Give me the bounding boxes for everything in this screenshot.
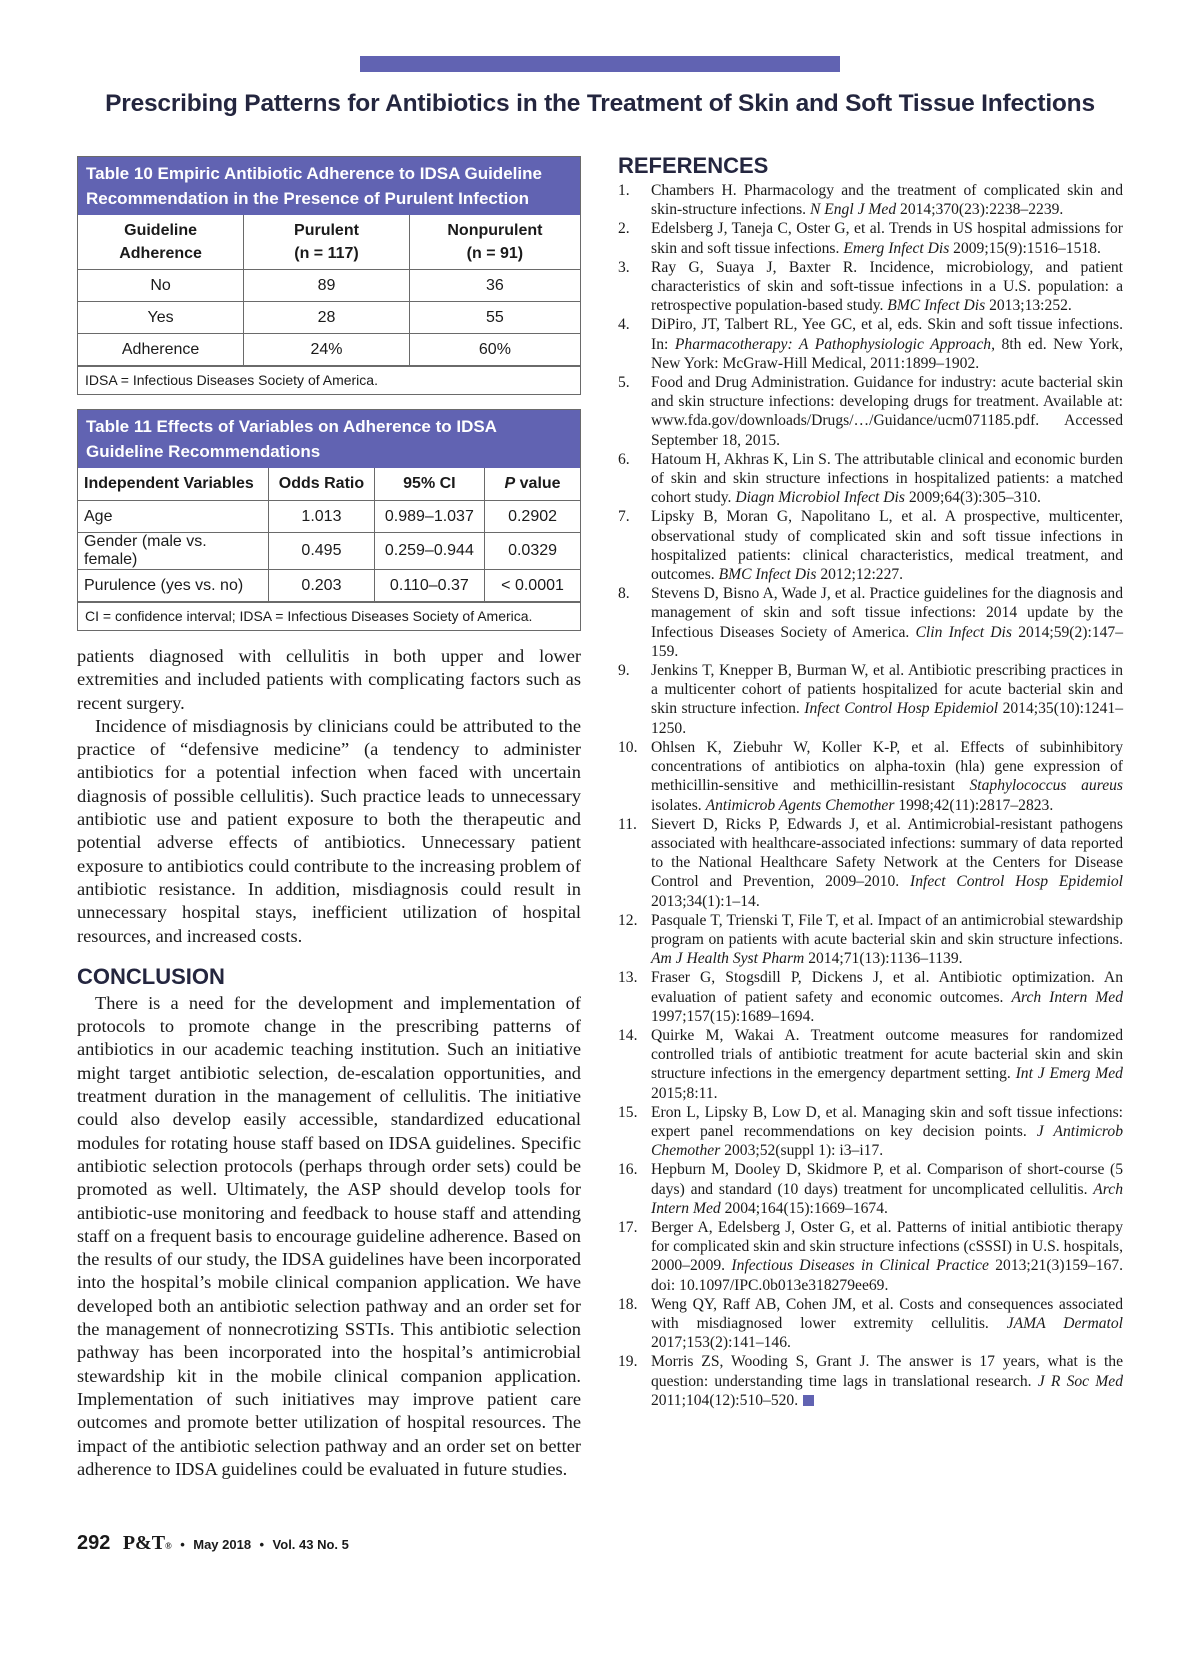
- reference-number: 5.: [618, 374, 630, 392]
- table-cell: 0.495: [269, 533, 374, 570]
- reference-text: Hatoum H, Akhras K, Lin S. The attributable clinical and economic burden of skin and skin structure infections in hospitalized patients: a matched cohort study. Diagn Microbiol Infect Dis 2009;64(3):305–310.: [651, 450, 1123, 507]
- reference-item: [618, 815, 1123, 911]
- table-cell: < 0.0001: [485, 570, 580, 602]
- reference-item: [618, 1103, 1123, 1161]
- reference-number: 18.: [618, 1295, 638, 1313]
- table-cell: 0.0329: [485, 533, 580, 570]
- table-cell: Age: [78, 501, 269, 533]
- reference-item: [618, 1160, 1123, 1218]
- table-cell: 55: [409, 302, 580, 334]
- reference-item: [618, 1026, 1123, 1103]
- end-of-article-square-icon: [803, 1395, 814, 1406]
- reference-item: [618, 584, 1123, 661]
- conclusion-paragraph: There is a need for the development and implementation of protocols to promote change in the prescribing patterns of antibiotics in our academic teaching institution. Such an initiative might target antibiotic selection, de-escalation opportunities, and treatment duration in the management of cellulitis. The initiative could also develop easily accessible, standardized educational modules for rotating house staff based on IDSA guidelines. Specific antibiotic selection protocols (perhaps through order sets) could be promoted as well. Ultimately, the ASP should develop tools for antibiotic-use monitoring and feedback to house staff and attending staff on a frequent basis to encourage guideline adherence. Based on the results of our study, the IDSA guidelines have been incorporated into the hospital’s mobile clinical companion application. We have developed both an antibiotic selection pathway and an order set for the management of nonnecrotizing SSTIs. This antibiotic selection pathway has been incorporated into the hospital’s antimicrobial stewardship kit in the mobile clinical companion application. Implementation of such initiatives may improve patient care outcomes and promote better utilization of hospital resources. The impact of the antibiotic selection pathway and an order set on better adherence to IDSA guidelines could be evaluated in future studies.: [77, 992, 581, 1479]
- table-row: [78, 270, 580, 302]
- reference-number: 10.: [618, 738, 638, 756]
- reference-number: 19.: [618, 1353, 638, 1371]
- reference-item: [618, 507, 1123, 584]
- reference-text: Ohlsen K, Ziebuhr W, Koller K-P, et al. Effects of subinhibitory concentrations of antibiotics on alpha-toxin (hla) gene expression of methicillin-sensitive and methicillin-resistant Staphylococcus aureus isolates. Antimicrob Agents Chemother 1998;42(11):2817–2823.: [651, 738, 1123, 814]
- table-11-header: [485, 468, 580, 501]
- table-11-header: Odds Ratio: [269, 468, 374, 501]
- reference-number: 2.: [618, 220, 630, 238]
- reference-number: 3.: [618, 258, 630, 276]
- reference-text: Hepburn M, Dooley D, Skidmore P, et al. Comparison of short-course (5 days) and standard (10 days) treatment for uncomplicated cellulitis. Arch Intern Med 2004;164(15):1669–1674.: [651, 1161, 1123, 1217]
- table-11-header: 95% CI: [374, 468, 484, 501]
- table-row: [78, 302, 580, 334]
- reference-text: Weng QY, Raff AB, Cohen JM, et al. Costs and consequences associated with misdiagnosed lower extremity cellulitis. JAMA Dermatol 2017;153(2):141–146.: [651, 1295, 1123, 1352]
- reference-number: 15.: [618, 1103, 638, 1121]
- table-cell: 0.989–1.037: [374, 501, 484, 533]
- table-cell: 36: [409, 270, 580, 302]
- table-11-grid: [78, 468, 580, 602]
- header-accent-bar: [360, 56, 840, 72]
- table-10-footnote: IDSA = Infectious Diseases Society of America.: [78, 366, 580, 394]
- table-cell: 24%: [244, 334, 410, 366]
- p-italic: P: [504, 475, 516, 492]
- reference-text: Quirke M, Wakai A. Treatment outcome measures for randomized controlled trials of antibiotic treatment for acute bacterial skin and skin structure infections in the emergency department setting. Int J Emerg Med 2015;8:11.: [651, 1026, 1123, 1102]
- reference-number: 8.: [618, 585, 630, 603]
- table-cell: No: [78, 270, 244, 302]
- reference-item: [618, 219, 1123, 257]
- table-cell: 60%: [409, 334, 580, 366]
- reference-item: [618, 450, 1123, 508]
- reference-number: 16.: [618, 1161, 638, 1179]
- reference-item: [618, 373, 1123, 450]
- reference-text: Chambers H. Pharmacology and the treatment of complicated skin and skin-structure infections. N Engl J Med 2014;370(23):2238–2239.: [651, 182, 1123, 219]
- reference-item: [618, 968, 1123, 1026]
- reference-number: 6.: [618, 450, 630, 468]
- table-10: [77, 156, 581, 395]
- table-cell: 89: [244, 270, 410, 302]
- reference-item: [618, 258, 1123, 316]
- reference-text: Morris ZS, Wooding S, Grant J. The answer is 17 years, what is the question: understanding time lags in translational research. J R Soc Med 2011;104(12):510–520.: [651, 1353, 1123, 1409]
- table-cell: Adherence: [78, 334, 244, 366]
- table-10-grid: [78, 215, 580, 366]
- table-cell: 28: [244, 302, 410, 334]
- table-cell: 0.203: [269, 570, 374, 602]
- reference-text: Sievert D, Ricks P, Edwards J, et al. Antimicrobial-resistant pathogens associated with healthcare-associated infections: summary of data reported to the National Healthcare Safety Network at the Centers for Disease Control and Prevention, 2009–2010. Infect Control Hosp Epidemiol 2013;34(1):1–14.: [651, 815, 1123, 910]
- table-cell: Purulence (yes vs. no): [78, 570, 269, 602]
- table-cell: 1.013: [269, 501, 374, 533]
- table-cell: Gender (male vs. female): [78, 533, 269, 570]
- reference-number: 4.: [618, 316, 630, 334]
- table-cell: 0.259–0.944: [374, 533, 484, 570]
- reference-item: [618, 661, 1123, 738]
- table-11-footnote: CI = confidence interval; IDSA = Infectious Diseases Society of America.: [78, 602, 580, 630]
- reference-text: Berger A, Edelsberg J, Oster G, et al. Patterns of initial antibiotic therapy for complicated skin and skin structure infections (cSSSI) in U.S. hospitals, 2000–2009. Infectious Diseases in Clinical Practice 2013;21(3)159–167. doi: 10.1097/IPC.0b013e318279ee69.: [651, 1218, 1124, 1294]
- table-11-header: Independent Variables: [78, 468, 269, 501]
- reference-number: 14.: [618, 1026, 638, 1044]
- reference-text: Food and Drug Administration. Guidance for industry: acute bacterial skin and skin structure infections: developing drugs for treatment. Available at: www.fda.gov/downloads/Drugs/…/Guidance/ucm071185.pdf. Accessed September 18, 2015.: [651, 374, 1123, 449]
- conclusion-heading: CONCLUSION: [77, 963, 225, 989]
- reference-number: 11.: [618, 815, 637, 833]
- reference-item: [618, 315, 1123, 373]
- page-number: 292: [77, 1532, 111, 1554]
- reference-number: 13.: [618, 969, 638, 987]
- reference-text: Eron L, Lipsky B, Low D, et al. Managing skin and soft tissue infections: expert panel recommendations on key decision points. J Antimicrob Chemother 2003;52(suppl 1): i3–i17.: [651, 1103, 1124, 1160]
- reference-text: DiPiro, JT, Talbert RL, Yee GC, et al, eds. Skin and soft tissue infections. In: Pharmacotherapy: A Pathophysiologic Approach, 8th ed. New York, New York: McGraw-Hill Medical, 2011:1899–1902.: [651, 316, 1123, 372]
- reference-item: [618, 1218, 1123, 1295]
- table-row: [78, 501, 580, 533]
- reference-item: [618, 1352, 1123, 1410]
- reference-text: Edelsberg J, Taneja C, Oster G, et al. Trends in US hospital admissions for skin and soft tissue infections. Emerg Infect Dis 2009;15(9):1516–1518.: [651, 220, 1123, 257]
- reference-text: Lipsky B, Moran G, Napolitano L, et al. A prospective, multicenter, observational study of complicated skin and soft tissue infections in hospitalized patients: clinical characteristics, medical treatment, and outcomes. BMC Infect Dis 2012;12:227.: [651, 508, 1123, 584]
- reference-text: Pasquale T, Trienski T, File T, et al. Impact of an antimicrobial stewardship program on patients with acute bacterial skin and skin structure infections. Am J Health Syst Pharm 2014;71(13):1136–1139.: [651, 911, 1123, 968]
- left-column: [77, 156, 581, 1481]
- body-paragraph: patients diagnosed with cellulitis in both upper and lower extremities and included patients with complicating factors such as recent surgery.: [77, 646, 581, 713]
- issue-date: May 2018: [193, 1537, 252, 1552]
- issue-volume: Vol. 43 No. 5: [272, 1537, 349, 1552]
- body-paragraph: Incidence of misdiagnosis by clinicians could be attributed to the practice of “defensive medicine” (a tendency to administer antibiotics for a potential infection when faced with uncertain diagnosis of possible cellulitis). Such practice leads to unnecessary antibiotic use and patient exposure to both the therapeutic and potential adverse effects of antibiotics. Unnecessary patient exposure to antibiotics could contribute to the increasing problem of antibiotic resistance. In addition, misdiagnosis could result in unnecessary hospital stays, inefficient utilization of hospital resources, and increased costs.: [77, 715, 581, 946]
- right-column: [618, 153, 1123, 1410]
- reference-text: Jenkins T, Knepper B, Burman W, et al. Antibiotic prescribing practices in a multicenter cohort of patients hospitalized for acute bacterial skin and skin structure infection. Infect Control Hosp Epidemiol 2014;35(10):1241–1250.: [651, 662, 1123, 737]
- table-10-title: Table 10 Empiric Antibiotic Adherence to IDSA Guideline Recommendation in the Presence of Purulent Infection: [78, 157, 580, 215]
- reference-number: 12.: [618, 911, 638, 929]
- table-11-title: Table 11 Effects of Variables on Adherence to IDSA Guideline Recommendations: [78, 410, 580, 468]
- table-cell: Yes: [78, 302, 244, 334]
- journal-logo: P&T®: [122, 1532, 172, 1554]
- table-row: [78, 334, 580, 366]
- table-10-header: Nonpurulent (n = 91): [409, 215, 580, 270]
- reference-item: [618, 181, 1123, 219]
- reference-number: 17.: [618, 1218, 638, 1236]
- reference-item: [618, 911, 1123, 969]
- page-title: Prescribing Patterns for Antibiotics in the Treatment of Skin and Soft Tissue Infections: [105, 90, 1095, 117]
- reference-item: [618, 1295, 1123, 1353]
- table-row: [78, 570, 580, 602]
- table-11: [77, 409, 581, 631]
- table-10-header: Guideline Adherence: [78, 215, 244, 270]
- reference-number: 7.: [618, 508, 630, 526]
- table-10-header: Purulent (n = 117): [244, 215, 410, 270]
- reference-text: Ray G, Suaya J, Baxter R. Incidence, microbiology, and patient characteristics of skin and soft-tissue infections in a U.S. population: a retrospective population-based study. BMC Infect Dis 2013;13:252.: [651, 258, 1123, 315]
- table-row: [78, 533, 580, 570]
- reference-text: Stevens D, Bisno A, Wade J, et al. Practice guidelines for the diagnosis and management of skin and soft tissue infections: 2014 update by the Infectious Diseases Society of America. Clin Infect Dis 2014;59(2):147–159.: [651, 585, 1124, 660]
- reference-text: Fraser G, Stogsdill P, Dickens J, et al. Antibiotic optimization. An evaluation of patient safety and economic outcomes. Arch Intern Med 1997;157(15):1689–1694.: [651, 969, 1123, 1025]
- table-cell: 0.110–0.37: [374, 570, 484, 602]
- references-list: [618, 181, 1123, 1410]
- reference-number: 1.: [618, 182, 630, 199]
- reference-number: 9.: [618, 662, 630, 680]
- reference-item: [618, 738, 1123, 815]
- table-cell: 0.2902: [485, 501, 580, 533]
- page-footer: 292 P&T® • May 2018 • Vol. 43 No. 5: [77, 1532, 349, 1554]
- p-value-label: value: [519, 475, 561, 492]
- references-heading: REFERENCES: [618, 153, 769, 178]
